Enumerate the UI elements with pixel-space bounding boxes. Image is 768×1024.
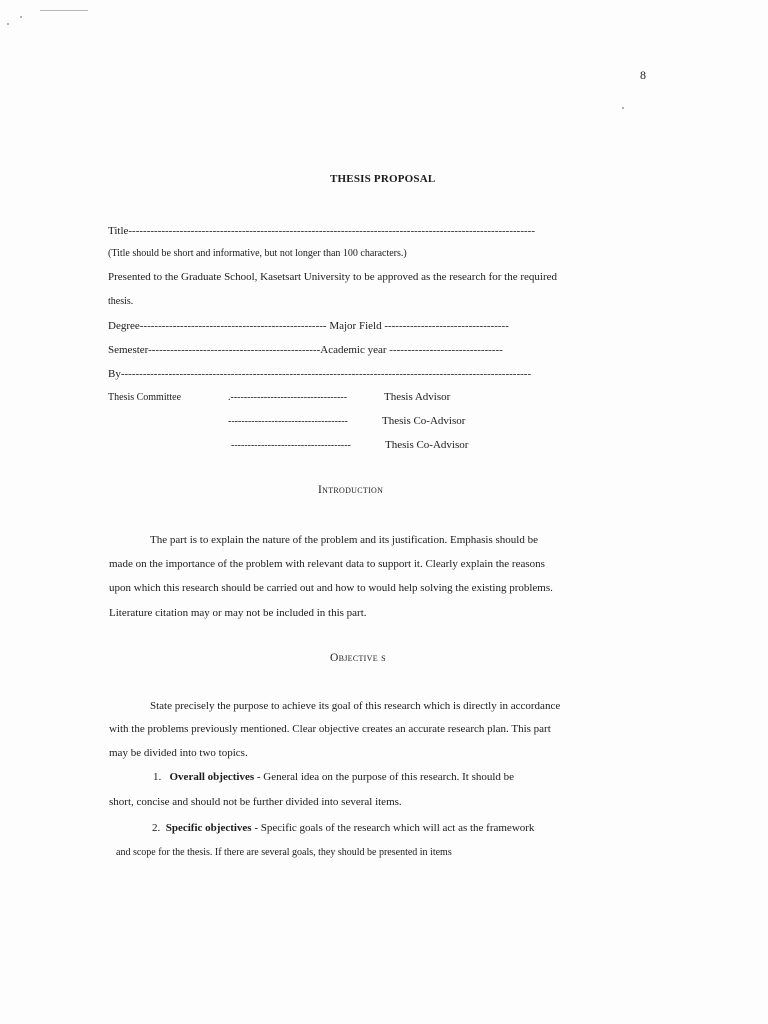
presented-line-1: Presented to the Graduate School, Kasetsart University to be approved as the research for the required — [108, 271, 558, 283]
by-field-line: By---------------------------------------------------------------------------------------------------------------- — [108, 368, 532, 380]
objective-item-2 — [152, 823, 534, 834]
objectives-line: may be divided into two topics. — [109, 747, 248, 759]
scan-artifact-dot — [622, 107, 624, 109]
objective-item-text: - General idea on the purpose of this research. It should be — [254, 771, 515, 783]
introduction-heading: Introduction — [318, 484, 384, 496]
presented-line-2: thesis. — [108, 296, 134, 307]
committee-label: Thesis Committee — [108, 392, 182, 403]
document-title: THESIS PROPOSAL — [330, 173, 436, 185]
introduction-line: made on the importance of the problem with relevant data to support it. Clearly explain the reasons — [109, 558, 545, 570]
scan-artifact-dot — [7, 23, 9, 25]
objective-item-1 — [153, 772, 514, 783]
objective-item-number: 1. — [153, 771, 162, 783]
introduction-line: upon which this research should be carried out and how to would help solving the existing problems. — [109, 582, 553, 594]
introduction-line: The part is to explain the nature of the problem and its justification. Emphasis should be — [150, 534, 538, 546]
objective-item-text: - Specific goals of the research which will act as the framework — [251, 822, 535, 834]
objective-item-number: 2. — [152, 822, 161, 834]
scan-artifact-dot — [20, 16, 22, 18]
title-field-line: Title--------------------------------------------------------------------------------------------------------------- — [108, 225, 535, 237]
committee-advisor-dashes: .----------------------------------- — [228, 392, 348, 403]
page-number: 8 — [640, 68, 646, 82]
objective-item-2-continuation: and scope for the thesis. If there are several goals, they should be presented in items — [116, 847, 452, 858]
title-note: (Title should be short and informative, but not longer than 100 characters.) — [108, 248, 407, 259]
committee-coadvisor-2-dashes: ------------------------------------ — [231, 440, 351, 451]
committee-advisor-role: Thesis Advisor — [384, 391, 451, 403]
scan-artifact-line — [40, 10, 88, 11]
objective-item-term: Overall objectives — [169, 771, 255, 783]
objective-item-term: Specific objectives — [165, 822, 252, 834]
objectives-line: with the problems previously mentioned. Clear objective creates an accurate research plan. This part — [109, 723, 551, 735]
objectives-heading: Objective s — [330, 652, 386, 664]
committee-coadvisor-2-role: Thesis Co-Advisor — [385, 439, 469, 451]
objectives-line: State precisely the purpose to achieve its goal of this research which is directly in accordance — [150, 700, 561, 712]
committee-coadvisor-dashes: ------------------------------------ — [228, 416, 348, 427]
committee-coadvisor-role: Thesis Co-Advisor — [382, 415, 466, 427]
objective-item-1-continuation: short, concise and should not be further divided into several items. — [109, 796, 402, 808]
introduction-line: Literature citation may or may not be included in this part. — [109, 607, 367, 619]
semester-field-line: Semester-----------------------------------------------Academic year ------------------------------- — [108, 344, 503, 356]
degree-field-line: Degree--------------------------------------------------- Major Field ---------------------------------- — [108, 320, 509, 332]
